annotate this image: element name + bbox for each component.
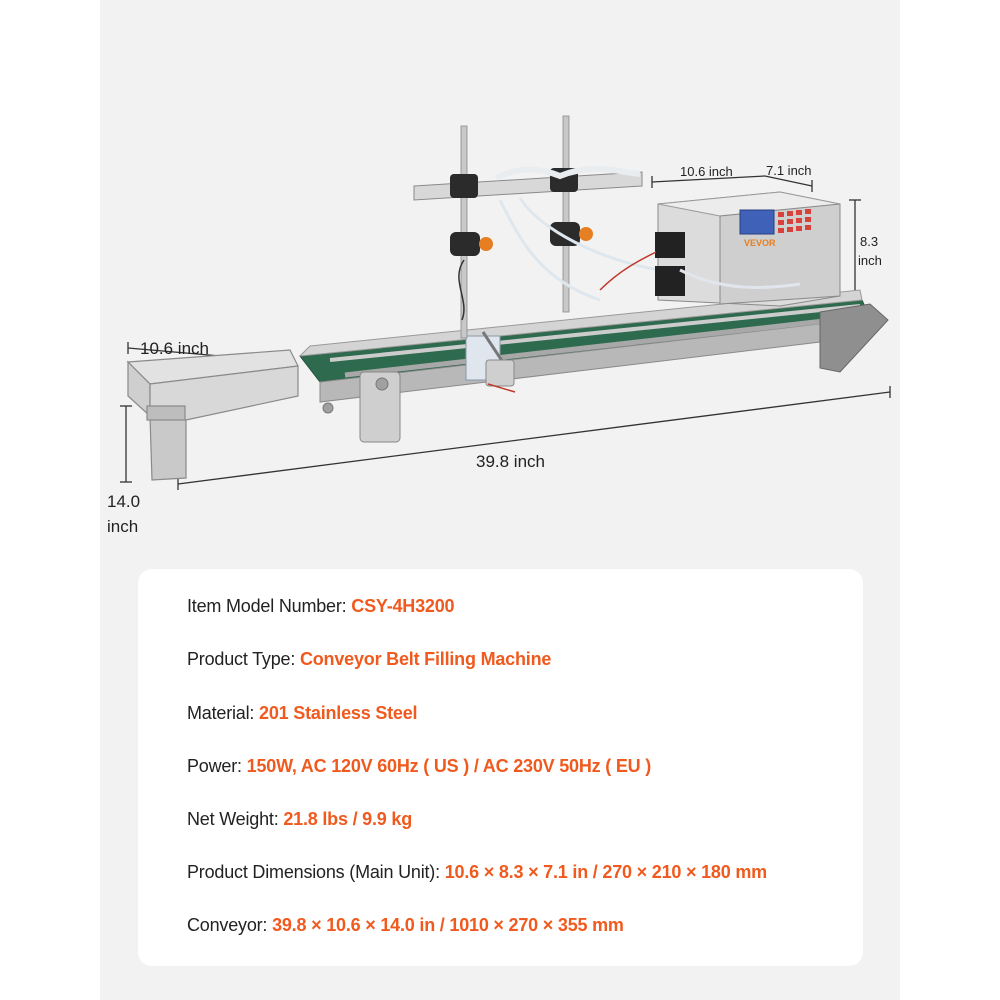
spec-net-weight: [187, 809, 412, 830]
spec-label: Material:: [187, 703, 255, 723]
spec-label: Product Dimensions (Main Unit):: [187, 862, 440, 882]
spec-conveyor: [187, 915, 624, 936]
control-unit: [600, 192, 840, 306]
height-unit-label: inch: [107, 517, 139, 536]
spec-power: [187, 756, 651, 777]
brand-label: VEVOR: [744, 238, 776, 248]
spec-material: [187, 703, 417, 724]
lcd-screen: [740, 210, 774, 234]
spec-label: Net Weight:: [187, 809, 279, 829]
spec-value: Conveyor Belt Filling Machine: [299, 649, 552, 669]
spec-value: CSY-4H3200: [351, 596, 455, 616]
spec-label: Product Type:: [187, 649, 296, 669]
spec-product-dimensions: [187, 862, 767, 883]
unit-length-label: 10.6 inch: [680, 164, 733, 179]
spec-label: Power:: [187, 756, 242, 776]
unit-height-unit-label: inch: [858, 253, 882, 268]
conveyor-frame: [300, 290, 888, 442]
spec-card: [138, 569, 863, 966]
spec-label: Conveyor:: [187, 915, 268, 935]
total-length-label: 39.8 inch: [476, 452, 545, 471]
height-value-label: 14.0: [107, 492, 141, 511]
spec-value: 201 Stainless Steel: [259, 703, 418, 723]
spec-value: 39.8 × 10.6 × 14.0 in / 1010 × 270 × 355 mm: [272, 915, 624, 935]
spec-product-type: [187, 649, 551, 670]
tray-width-label: 10.6 inch: [140, 339, 209, 358]
spec-label: Item Model Number:: [187, 596, 347, 616]
spec-value: 21.8 lbs / 9.9 kg: [283, 809, 413, 829]
unit-depth-label: 7.1 inch: [766, 163, 812, 178]
infeed-tray: [128, 350, 298, 480]
spec-value: 10.6 × 8.3 × 7.1 in / 270 × 210 × 180 mm: [444, 862, 767, 882]
spec-model: [187, 596, 454, 617]
nozzle-stands: [414, 116, 660, 338]
spec-value: 150W, AC 120V 60Hz ( US ) / AC 230V 50Hz ( EU ): [246, 756, 652, 776]
unit-height-value-label: 8.3: [860, 234, 879, 249]
